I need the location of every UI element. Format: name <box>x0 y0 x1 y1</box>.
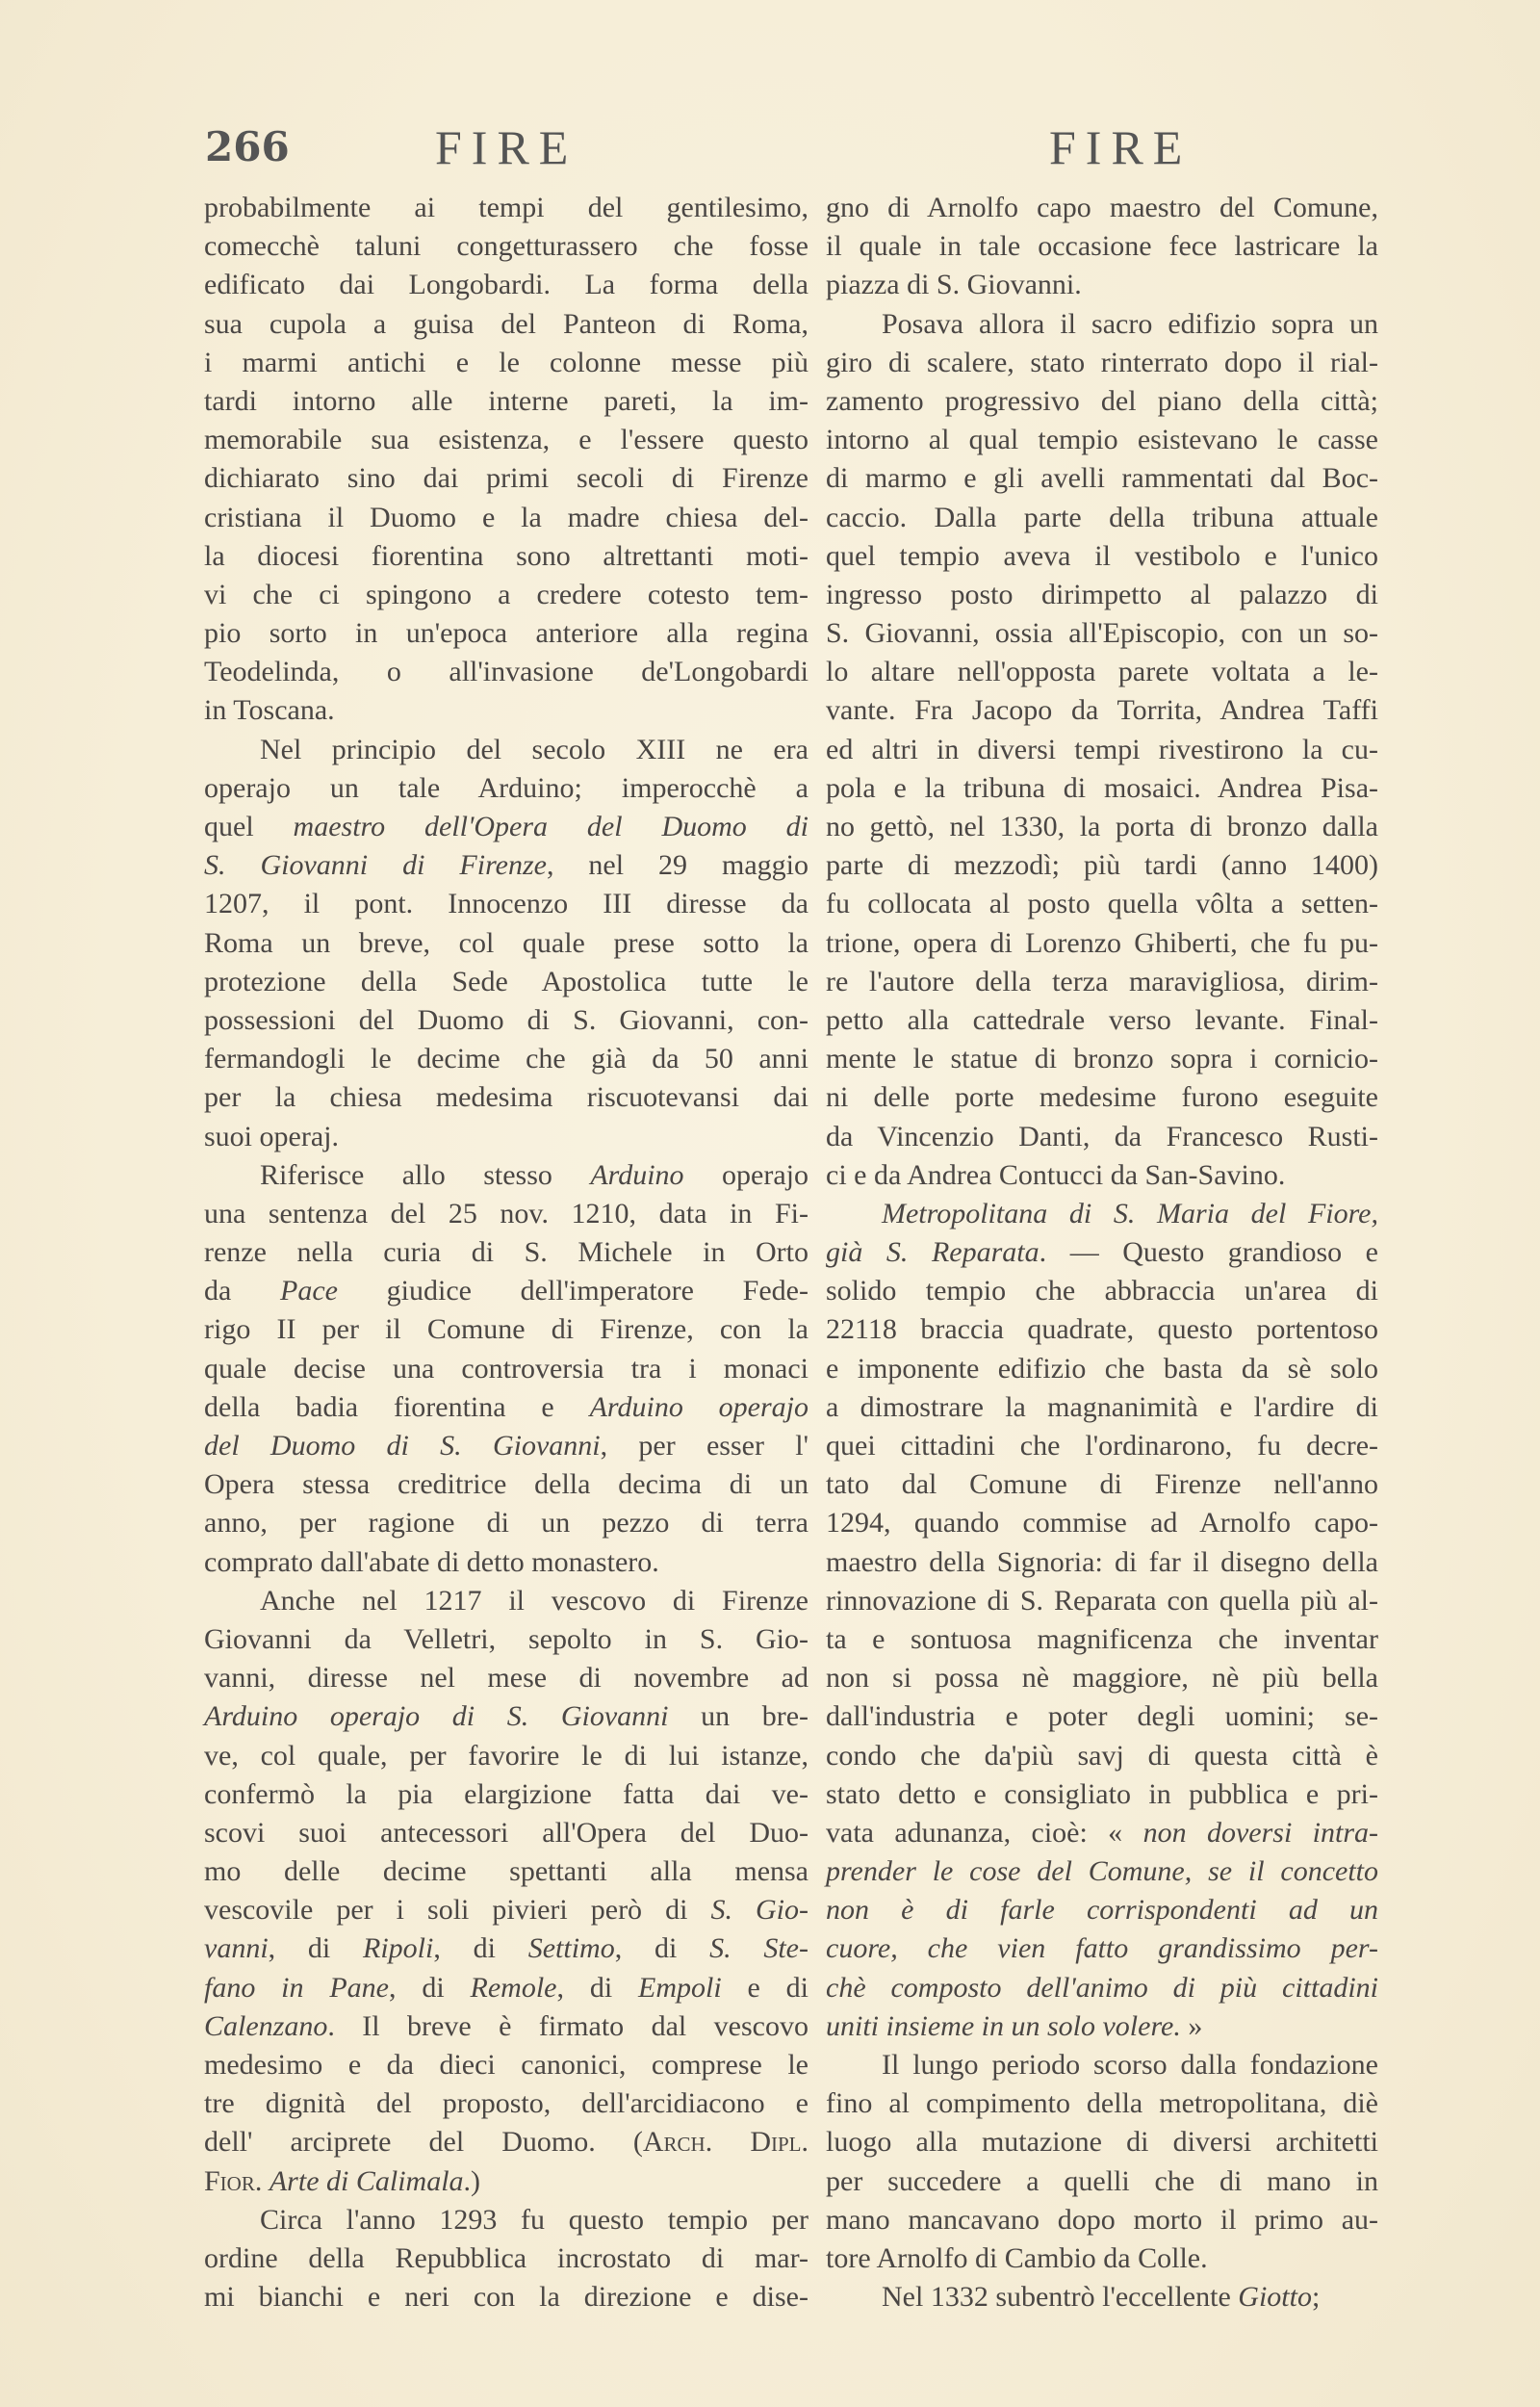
text-line <box>204 2201 808 2239</box>
text-run: vanni, diresse nel mese di novembre ad <box>204 1662 808 1695</box>
text-line <box>826 1852 1378 1891</box>
text-line <box>826 1350 1378 1388</box>
text-run: , nel 29 maggio <box>546 849 808 882</box>
text-line <box>826 2123 1378 2161</box>
text-run: medesimo e da dieci canonici, comprese le <box>204 2049 808 2081</box>
text-run: da Vincenzio Danti, da Francesco Rusti- <box>826 1120 1378 1152</box>
text-run: di marmo e gli avelli rammentati dal Boc- <box>826 462 1378 495</box>
italic-text: Metropolitana di S. Maria del Fiore, <box>882 1197 1378 1229</box>
text-line <box>826 1737 1378 1775</box>
text-line <box>204 1233 808 1272</box>
text-line <box>204 2007 808 2046</box>
text-line <box>826 459 1378 498</box>
text-line <box>826 1504 1378 1542</box>
text-run: , di <box>614 1932 710 1965</box>
text-run: quel <box>204 811 294 842</box>
text-run: i marmi antichi e le colonne messe più <box>204 346 808 378</box>
text-run: . Il breve è firmato dal vescovo <box>327 2009 808 2042</box>
text-line <box>204 2278 808 2316</box>
text-line <box>826 769 1378 808</box>
text-run: Nel 1332 subentrò l'eccellente <box>882 2281 1239 2314</box>
text-line <box>204 1543 808 1582</box>
text-line <box>204 1001 808 1040</box>
text-run: , di <box>556 1971 638 2004</box>
text-run: operajo un tale Arduino; imperocchè a <box>204 771 808 804</box>
text-line <box>204 1775 808 1814</box>
text-line <box>204 2123 808 2161</box>
text-line <box>204 769 808 808</box>
italic-text: Giotto <box>1238 2281 1312 2314</box>
text-line <box>826 1891 1378 1929</box>
text-run: , di <box>389 1971 471 2004</box>
italic-text: già S. Reparata <box>826 1236 1040 1269</box>
text-run: stato detto e consigliato in pubblica e pri- <box>826 1777 1378 1810</box>
text-line <box>826 1929 1378 1968</box>
text-line <box>826 1620 1378 1659</box>
text-run: ta e sontuosa magnificenza che inventar <box>826 1622 1378 1655</box>
text-line <box>826 421 1378 459</box>
text-run: non si possa nè maggiore, nè più bella <box>826 1662 1378 1695</box>
text-line <box>204 421 808 459</box>
text-run: ed altri in diversi tempi rivestirono la cu- <box>826 733 1378 765</box>
italic-text: S. Giovanni di Firenze <box>204 849 547 882</box>
text-line <box>826 1582 1378 1620</box>
text-line <box>204 1737 808 1775</box>
small-caps-text: Fior. <box>204 2164 263 2197</box>
text-line <box>826 2162 1378 2201</box>
text-run: Riferisce allo stesso <box>260 1158 591 1191</box>
text-line <box>826 1195 1378 1233</box>
text-line <box>826 731 1378 769</box>
page-number: 266 <box>205 123 290 170</box>
text-line <box>826 576 1378 614</box>
text-run: operajo <box>683 1158 808 1191</box>
text-run: , di <box>268 1932 364 1965</box>
text-run: in Toscana. <box>204 694 335 727</box>
italic-text: non doversi intra- <box>1142 1816 1378 1849</box>
italic-text: fano in Pane <box>204 1971 389 2004</box>
text-run: da <box>204 1275 281 1307</box>
text-line <box>826 2007 1378 2046</box>
text-run: Roma un breve, col quale prese sotto la <box>204 926 808 959</box>
italic-text: uniti insieme in un solo volere. <box>826 2009 1181 2042</box>
text-line <box>204 1040 808 1078</box>
text-run: trione, opera di Lorenzo Ghiberti, che fu pu- <box>826 926 1378 959</box>
text-run: » <box>1180 2009 1203 2042</box>
text-line <box>204 1156 808 1195</box>
text-line <box>826 846 1378 885</box>
text-run: ordine della Repubblica incrostato di mar- <box>204 2241 808 2274</box>
left-text-column <box>204 189 808 2316</box>
text-run: petto alla cattedrale verso levante. Final- <box>826 1003 1378 1036</box>
italic-text: maestro dell'Opera del Duomo di <box>293 811 808 842</box>
text-line <box>204 2084 808 2123</box>
text-line <box>204 1388 808 1427</box>
text-line <box>204 382 808 421</box>
text-line <box>204 305 808 344</box>
text-line <box>204 614 808 653</box>
text-line <box>826 1040 1378 1078</box>
text-run: vante. Fra Jacopo da Torrita, Andrea Taffi <box>826 694 1378 727</box>
text-line <box>204 1350 808 1388</box>
text-run: , di <box>433 1932 528 1965</box>
text-run: ni delle porte medesime furono eseguite <box>826 1081 1378 1114</box>
text-run: condo che da'più savj di questa città è <box>826 1739 1378 1772</box>
text-line <box>826 1465 1378 1504</box>
text-run: rigo II per il Comune di Firenze, con la <box>204 1313 808 1346</box>
italic-text: Remole <box>470 1971 557 2004</box>
text-line <box>204 1310 808 1349</box>
text-run: cristiana il Duomo e la madre chiesa del- <box>204 501 808 533</box>
text-line <box>826 1310 1378 1349</box>
text-line <box>204 189 808 227</box>
text-run: intorno al qual tempio esistevano le casse <box>826 424 1378 456</box>
text-run: tre dignità del proposto, dell'arcidiacono e <box>204 2087 808 2120</box>
text-line <box>204 846 808 885</box>
text-run: rinnovazione di S. Reparata con quella più al- <box>826 1584 1378 1617</box>
text-run: sua cupola a guisa del Panteon di Roma, <box>204 307 808 340</box>
italic-text: Pace <box>280 1275 338 1307</box>
text-line <box>204 653 808 691</box>
text-run: solido tempio che abbraccia un'area di <box>826 1275 1378 1307</box>
text-run: a dimostrare la magnanimità e l'ardire di <box>826 1390 1378 1423</box>
text-run: mano mancavano dopo morto il primo au- <box>826 2203 1378 2236</box>
text-line <box>826 2278 1378 2316</box>
text-line <box>204 576 808 614</box>
text-run: tato dal Comune di Firenze nell'anno <box>826 1468 1378 1501</box>
italic-text: Calenzano <box>204 2009 328 2042</box>
italic-text: Arduino operajo <box>589 1390 809 1423</box>
text-run: , per esser l' <box>600 1430 808 1462</box>
text-line <box>204 227 808 266</box>
italic-text: vanni <box>204 1932 269 1965</box>
text-run: edificato dai Longobardi. La forma della <box>204 269 808 301</box>
text-line <box>826 1427 1378 1465</box>
italic-text: prender le cose del Comune, se il concetto <box>826 1855 1378 1888</box>
text-line <box>826 924 1378 963</box>
text-run: mo delle decime spettanti alla mensa <box>204 1855 808 1888</box>
italic-text: Ripoli <box>363 1932 434 1965</box>
text-run: piazza di S. Giovanni. <box>826 269 1082 301</box>
text-line <box>826 2084 1378 2123</box>
text-run: comecchè taluni congetturassero che fosse <box>204 230 808 263</box>
text-line <box>204 344 808 382</box>
text-run: della badia fiorentina e <box>204 1390 590 1423</box>
right-text-column <box>826 189 1378 2316</box>
text-run: re l'autore della terza maravigliosa, dirim- <box>826 965 1378 997</box>
text-run: . — Questo grandioso e <box>1039 1236 1378 1269</box>
italic-text: chè composto dell'animo di più cittadini <box>826 1971 1378 2004</box>
italic-text: Arduino <box>590 1158 684 1191</box>
text-run: tardi intorno alle interne pareti, la im- <box>204 384 808 417</box>
text-run: e imponente edifizio che basta da sè solo <box>826 1352 1378 1385</box>
text-run: comprato dall'abate di detto monastero. <box>204 1545 659 1578</box>
text-line <box>204 1620 808 1659</box>
text-run: gno di Arnolfo capo maestro del Comune, <box>826 192 1378 223</box>
text-line <box>826 1775 1378 1814</box>
text-run: ; <box>1311 2281 1321 2314</box>
text-run: Opera stessa creditrice della decima di un <box>204 1468 808 1501</box>
text-line <box>826 653 1378 691</box>
text-line <box>204 731 808 769</box>
text-run: giudice dell'imperatore Fede- <box>337 1275 808 1307</box>
text-run: quei cittadini che l'ordinarono, fu decre- <box>826 1430 1378 1462</box>
text-run: ci e da Andrea Contucci da San-Savino. <box>826 1158 1286 1191</box>
text-run: renze nella curia di S. Michele in Orto <box>204 1236 808 1269</box>
text-run: Circa l'anno 1293 fu questo tempio per <box>260 2203 808 2236</box>
text-line <box>826 1543 1378 1582</box>
text-line <box>204 1195 808 1233</box>
text-run: zamento progressivo del piano della città; <box>826 384 1378 417</box>
text-run: .) <box>463 2164 481 2197</box>
text-run: vata adunanza, cioè: « <box>826 1816 1143 1849</box>
text-run: possessioni del Duomo di S. Giovanni, con- <box>204 1003 808 1036</box>
text-line <box>826 963 1378 1001</box>
text-line <box>826 1659 1378 1697</box>
text-run: quel tempio aveva il vestibolo e l'unico <box>826 539 1378 572</box>
running-head-right: FIRE <box>1049 120 1193 174</box>
text-line <box>204 1659 808 1697</box>
text-line <box>204 499 808 537</box>
text-line <box>826 305 1378 344</box>
text-line <box>204 1929 808 1968</box>
text-run: fermandogli le decime che già da 50 anni <box>204 1043 808 1075</box>
text-line <box>826 691 1378 730</box>
text-line <box>204 1697 808 1736</box>
italic-text: S. Ste- <box>709 1932 808 1965</box>
text-line <box>826 1118 1378 1156</box>
text-line <box>204 808 808 846</box>
text-line <box>204 1582 808 1620</box>
text-run: ve, col quale, per favorire le di lui istanze, <box>204 1739 808 1772</box>
text-line <box>826 1388 1378 1427</box>
text-line <box>204 1118 808 1156</box>
text-run: ingresso posto dirimpetto al palazzo di <box>826 578 1378 610</box>
text-run: per la chiesa medesima riscuotevansi dai <box>204 1081 808 1114</box>
italic-text: Arduino operajo di S. Giovanni <box>204 1700 669 1733</box>
text-line <box>826 266 1378 304</box>
text-line <box>204 691 808 730</box>
text-run: dall'industria e poter degli uomini; se- <box>826 1700 1378 1733</box>
text-run: per succedere a quelli che di mano in <box>826 2164 1378 2197</box>
text-line <box>204 1427 808 1465</box>
text-run: parte di mezzodì; più tardi (anno 1400) <box>826 849 1378 882</box>
text-line <box>204 266 808 304</box>
text-run: dichiarato sino dai primi secoli di Firenze <box>204 462 808 495</box>
text-run: S. Giovanni, ossia all'Episcopio, con un so- <box>826 617 1378 650</box>
text-line <box>826 189 1378 227</box>
text-run: luogo alla mutazione di diversi architetti <box>826 2126 1378 2159</box>
text-run: lo altare nell'opposta parete voltata a le- <box>826 656 1378 688</box>
italic-text: cuore, che vien fatto grandissimo per- <box>826 1932 1378 1965</box>
text-line <box>204 2046 808 2084</box>
text-run: il quale in tale occasione fece lastricare la <box>826 230 1378 263</box>
text-run: fino al compimento della metropolitana, diè <box>826 2087 1378 2120</box>
text-line <box>204 1465 808 1504</box>
text-run: vi che ci spingono a credere cotesto tem- <box>204 578 808 610</box>
text-line <box>204 1814 808 1852</box>
text-run <box>262 2165 270 2197</box>
small-caps-text: Arch. Dipl. <box>642 2126 808 2159</box>
italic-text: S. Gio- <box>710 1894 808 1927</box>
text-line <box>826 1078 1378 1117</box>
text-run: mi bianchi e neri con la direzione e dise- <box>204 2281 808 2314</box>
text-run: Anche nel 1217 il vescovo di Firenze <box>260 1584 808 1617</box>
italic-text: Empoli <box>638 1971 722 2004</box>
text-line <box>204 1078 808 1117</box>
text-run: quale decise una controversia tra i monaci <box>204 1352 808 1385</box>
text-run: mente le statue di bronzo sopra i cornicio- <box>826 1043 1378 1075</box>
text-run: probabilmente ai tempi del gentilesimo, <box>204 192 808 223</box>
text-run: Giovanni da Velletri, sepolto in S. Gio- <box>204 1622 808 1655</box>
text-line <box>826 1272 1378 1310</box>
text-run: 1294, quando commise ad Arnolfo capo- <box>826 1507 1378 1540</box>
text-run: no gettò, nel 1330, la porta di bronzo dalla <box>826 811 1378 842</box>
text-run: tore Arnolfo di Cambio da Colle. <box>826 2241 1208 2274</box>
text-run: Il lungo periodo scorso dalla fondazione <box>882 2049 1378 2081</box>
text-run: Nel principio del secolo XIII ne era <box>260 733 808 765</box>
text-run: e di <box>721 1971 808 2004</box>
text-line <box>826 1156 1378 1195</box>
running-head-left: FIRE <box>435 120 578 174</box>
italic-text: del Duomo di S. Giovanni <box>204 1430 601 1462</box>
italic-text: Arte di Calimala <box>269 2164 464 2197</box>
text-line <box>204 459 808 498</box>
text-line <box>826 885 1378 923</box>
text-run: scovi suoi antecessori all'Opera del Duo- <box>204 1816 808 1849</box>
text-line <box>826 344 1378 382</box>
text-line <box>826 808 1378 846</box>
text-run: Teodelinda, o all'invasione de'Longobardi <box>204 656 808 688</box>
text-run: Posava allora il sacro edifizio sopra un <box>882 307 1378 340</box>
text-line <box>204 2162 808 2201</box>
text-run: un bre- <box>668 1700 808 1733</box>
text-line <box>204 963 808 1001</box>
text-run: maestro della Signoria: di far il disegno della <box>826 1545 1378 1578</box>
text-run: suoi operaj. <box>204 1120 339 1152</box>
italic-text: non è di farle corrispondenti ad un <box>826 1894 1378 1927</box>
text-line <box>204 1969 808 2007</box>
text-run: giro di scalere, stato rinterrato dopo il rial- <box>826 346 1378 378</box>
text-line <box>826 1969 1378 2007</box>
text-line <box>826 1814 1378 1852</box>
text-run: la diocesi fiorentina sono altrettanti moti- <box>204 539 808 572</box>
text-run: memorabile sua esistenza, e l'essere questo <box>204 424 808 456</box>
text-line <box>204 1891 808 1929</box>
text-line <box>204 2239 808 2278</box>
text-line <box>826 227 1378 266</box>
text-line <box>826 1001 1378 1040</box>
text-line <box>204 885 808 923</box>
text-line <box>826 614 1378 653</box>
text-line <box>204 1504 808 1542</box>
text-line <box>826 382 1378 421</box>
text-line <box>826 1233 1378 1272</box>
text-line <box>826 537 1378 576</box>
text-run: una sentenza del 25 nov. 1210, data in Fi- <box>204 1197 808 1229</box>
text-run: anno, per ragione di un pezzo di terra <box>204 1507 808 1540</box>
text-run: 1207, il pont. Innocenzo III diresse da <box>204 888 808 920</box>
text-run: fu collocata al posto quella vôlta a setten- <box>826 888 1378 920</box>
italic-text: Settimo <box>527 1932 615 1965</box>
text-run: dell' arciprete del Duomo. ( <box>204 2126 643 2159</box>
text-line <box>204 1852 808 1891</box>
text-line <box>204 537 808 576</box>
text-line <box>826 2239 1378 2278</box>
text-run: caccio. Dalla parte della tribuna attuale <box>826 501 1378 533</box>
text-line <box>826 499 1378 537</box>
text-line <box>826 2201 1378 2239</box>
text-run: confermò la pia elargizione fatta dai ve- <box>204 1777 808 1810</box>
text-line <box>826 1697 1378 1736</box>
text-run: pola e la tribuna di mosaici. Andrea Pisa- <box>826 771 1378 804</box>
text-run: pio sorto in un'epoca anteriore alla regina <box>204 617 808 650</box>
text-line <box>204 924 808 963</box>
text-run: protezione della Sede Apostolica tutte le <box>204 965 808 997</box>
text-line <box>826 2046 1378 2084</box>
text-run: 22118 braccia quadrate, questo portentoso <box>826 1313 1378 1346</box>
text-run: vescovile per i soli pivieri però di <box>204 1894 711 1927</box>
text-line <box>204 1272 808 1310</box>
